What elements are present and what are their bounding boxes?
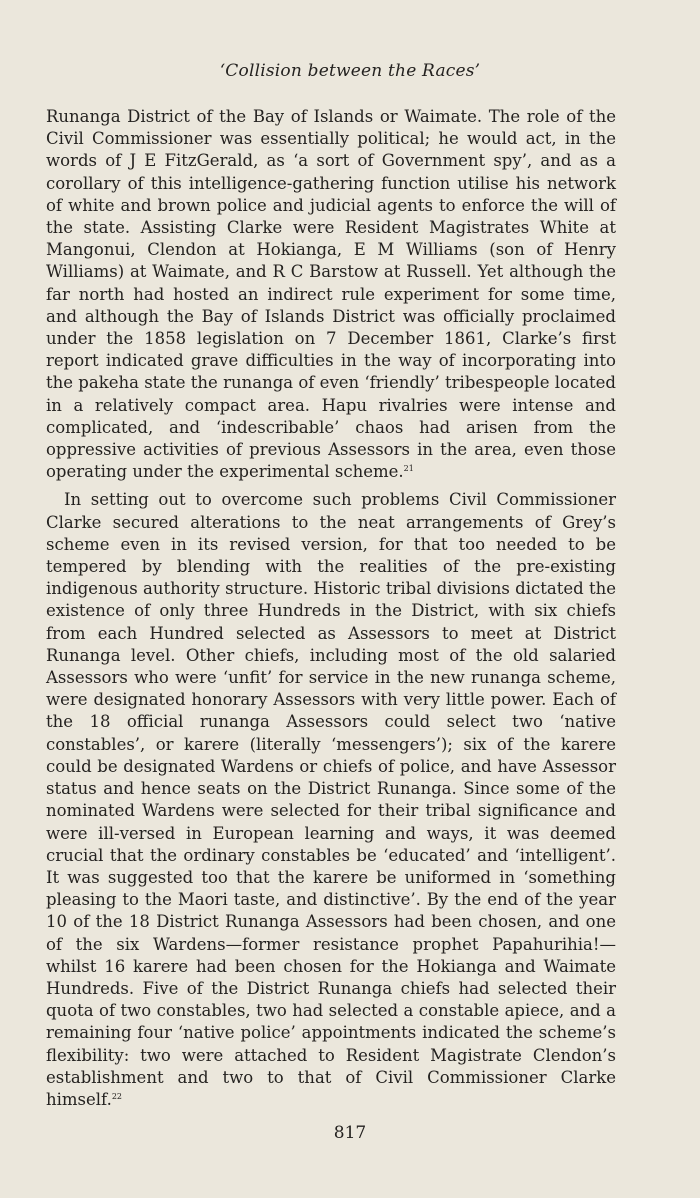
page-number: 817 [333, 1123, 367, 1143]
paragraph-2 [46, 489, 616, 1111]
paragraph-2-text: In setting out to overcome such problems Civil Commissioner Clarke secured alterations to the neat arrangements of Grey’s scheme even in its revised version, for that too needed to be tempered by blending with the realities of the pre-existing indigenous authority structure. Historic tribal divisions dictated the existence of only three Hundreds in the District, with six chiefs from each Hundred selected as Assessors to meet at District Runanga level. Other chiefs, including most of the old salaried Assessors who were ‘unfit’ for service in the new runanga scheme, were designated honorary Assessors with very little power. Each of the 18 official runanga Assessors could select two ‘native constables’, or karere (literally ‘messengers’); six of the karere could be designated Wardens or chiefs of police, and have Assessor status and hence seats on the District Runanga. Since some of the nominated Wardens were selected for their tribal significance and were ill-versed in European learning and ways, it was deemed crucial that the ordinary constables be ‘educated’ and ‘intelligent’. It was suggested too that the karere be uniformed in ‘something pleasing to the Maori taste, and distinctive’. By the end of the year 10 of the 18 District Runanga Assessors had been chosen, and one of the six Wardens—former resistance prophet Papahurihia!—whilst 16 karere had been chosen for the Hokianga and Waimate Hundreds. Five of the District Runanga chiefs had selected their quota of two constables, two had selected a constable apiece, and a remaining four ‘native police’ appointments indicated the scheme’s flexibility: two were attached to Resident Magistrate Clendon’s establishment and two to that of Civil Commissioner Clarke himself. [46, 490, 616, 1109]
footnote-marker-21: 21 [403, 464, 414, 474]
body-text [46, 106, 616, 1111]
running-head: ‘Collision between the Races’ [219, 61, 481, 81]
paragraph-1 [46, 106, 616, 483]
paragraph-1-text: Runanga District of the Bay of Islands or Waimate. The role of the Civil Commissioner was essentially political; he would act, in the words of J E FitzGerald, as ‘a sort of Government spy’, and as a corollary of this intelligence-gathering function utilise his network of white and brown police and judicial agents to enforce the will of the state. Assisting Clarke were Resident Magistrates White at Mangonui, Clendon at Hokianga, E M Williams (son of Henry Williams) at Waimate, and R C Barstow at Russell. Yet although the far north had hosted an indirect rule experiment for some time, and although the Bay of Islands District was officially proclaimed under the 1858 legislation on 7 December 1861, Clarke’s first report indicated grave difficulties in the way of incorporating into the pakeha state the runanga of even ‘friendly’ tribespeople located in a relatively compact area. Hapu rivalries were intense and complicated, and ‘indescribable’ chaos had arisen from the oppressive activities of previous Assessors in the area, even those operating under the experimental scheme. [46, 107, 616, 482]
footnote-marker-22: 22 [111, 1091, 123, 1101]
